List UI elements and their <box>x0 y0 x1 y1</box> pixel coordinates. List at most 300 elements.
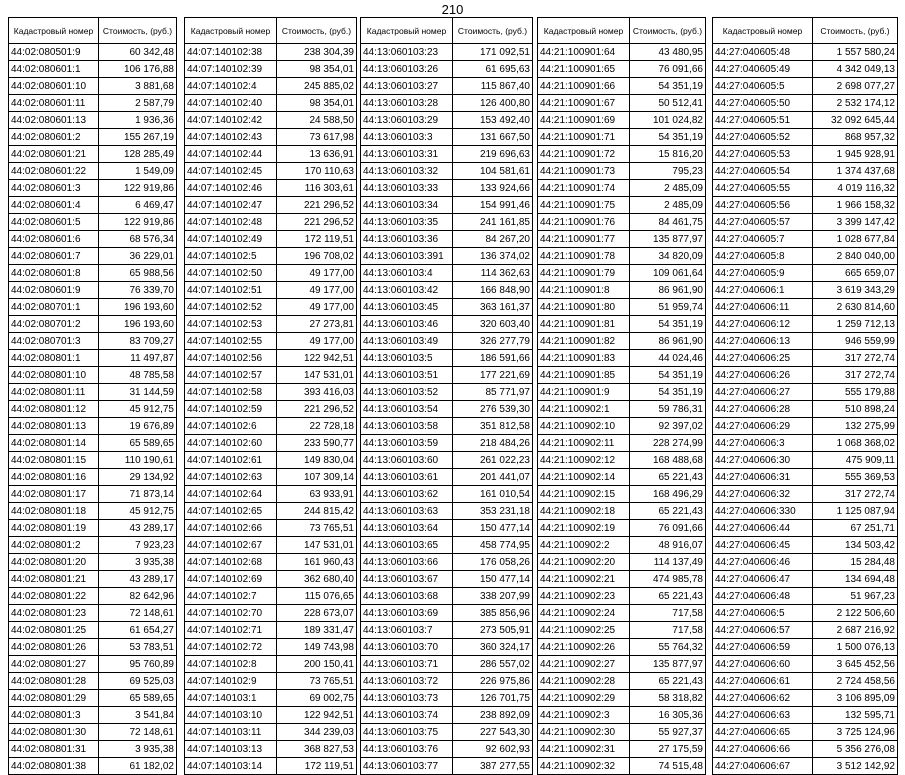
cost-value: 136 374,02 <box>453 248 533 265</box>
cadastral-number: 44:21:100902:25 <box>538 622 630 639</box>
cost-value: 65 221,43 <box>630 469 706 486</box>
cost-value: 317 272,74 <box>813 367 898 384</box>
cadastral-number: 44:21:100901:76 <box>538 214 630 231</box>
cost-value: 261 022,23 <box>453 452 533 469</box>
cost-value: 1 500 076,13 <box>813 639 898 656</box>
cadastral-number: 44:02:080801:10 <box>9 367 99 384</box>
table-row <box>9 44 177 61</box>
cost-value: 115 076,65 <box>277 588 357 605</box>
table-row <box>9 724 177 741</box>
cost-value: 43 289,17 <box>99 520 177 537</box>
table-row <box>538 758 706 775</box>
table-row <box>361 605 533 622</box>
table-row <box>361 741 533 758</box>
cadastral-number: 44:13:060103:49 <box>361 333 453 350</box>
cost-value: 29 134,92 <box>99 469 177 486</box>
cadastral-number: 44:21:100901:71 <box>538 129 630 146</box>
cost-value: 717,58 <box>630 605 706 622</box>
table-row <box>538 129 706 146</box>
cost-value: 368 827,53 <box>277 741 357 758</box>
header-cadastral: Кадастровый номер <box>713 18 813 44</box>
cost-value: 61 182,02 <box>99 758 177 775</box>
cadastral-number: 44:07:140102:67 <box>185 537 277 554</box>
cadastral-number: 44:07:140102:57 <box>185 367 277 384</box>
table-row <box>538 486 706 503</box>
cost-value: 161 010,54 <box>453 486 533 503</box>
table-row <box>538 656 706 673</box>
cost-value: 245 885,02 <box>277 78 357 95</box>
table-row <box>713 520 898 537</box>
cadastral-number: 44:27:040605:48 <box>713 44 813 61</box>
table-row <box>713 707 898 724</box>
cost-value: 67 251,71 <box>813 520 898 537</box>
table-row <box>538 571 706 588</box>
cadastral-number: 44:07:140102:56 <box>185 350 277 367</box>
header-cost: Стоимость, (руб.) <box>630 18 706 44</box>
cadastral-number: 44:02:080801:1 <box>9 350 99 367</box>
cost-value: 221 296,52 <box>277 214 357 231</box>
cost-value: 11 497,87 <box>99 350 177 367</box>
table-row <box>185 486 357 503</box>
table-row <box>713 299 898 316</box>
table-row <box>538 163 706 180</box>
cadastral-number: 44:07:140102:5 <box>185 248 277 265</box>
cost-value: 166 848,90 <box>453 282 533 299</box>
cost-value: 1 549,09 <box>99 163 177 180</box>
table-row <box>185 520 357 537</box>
cost-value: 114 137,49 <box>630 554 706 571</box>
cadastral-number: 44:02:080601:22 <box>9 163 99 180</box>
cadastral-number: 44:13:060103:58 <box>361 418 453 435</box>
table-row <box>9 146 177 163</box>
cost-value: 44 024,46 <box>630 350 706 367</box>
table-row <box>713 418 898 435</box>
cost-value: 83 709,27 <box>99 333 177 350</box>
table-row <box>538 197 706 214</box>
table-row <box>713 163 898 180</box>
cadastral-number: 44:02:080601:13 <box>9 112 99 129</box>
cadastral-number: 44:27:040606:13 <box>713 333 813 350</box>
cost-value: 55 764,32 <box>630 639 706 656</box>
table-row <box>185 690 357 707</box>
table-row <box>538 401 706 418</box>
cost-value: 54 351,19 <box>630 384 706 401</box>
table-row <box>538 673 706 690</box>
table-row <box>9 452 177 469</box>
cost-value: 226 975,86 <box>453 673 533 690</box>
cost-value: 86 961,90 <box>630 282 706 299</box>
cost-value: 114 362,63 <box>453 265 533 282</box>
cost-value: 168 488,68 <box>630 452 706 469</box>
cost-value: 555 179,88 <box>813 384 898 401</box>
cost-value: 238 892,09 <box>453 707 533 724</box>
table-row <box>713 741 898 758</box>
cadastral-number: 44:02:080601:21 <box>9 146 99 163</box>
cadastral-number: 44:27:040606:57 <box>713 622 813 639</box>
cadastral-number: 44:21:100902:24 <box>538 605 630 622</box>
cost-value: 85 771,97 <box>453 384 533 401</box>
cost-value: 74 515,48 <box>630 758 706 775</box>
cadastral-number: 44:27:040606:26 <box>713 367 813 384</box>
cost-value: 946 559,99 <box>813 333 898 350</box>
table-row <box>538 503 706 520</box>
cadastral-number: 44:13:060103:69 <box>361 605 453 622</box>
cost-value: 110 190,61 <box>99 452 177 469</box>
table-row <box>185 333 357 350</box>
cost-value: 1 966 158,32 <box>813 197 898 214</box>
cadastral-number: 44:13:060103:76 <box>361 741 453 758</box>
cadastral-number: 44:13:060103:65 <box>361 537 453 554</box>
table-row <box>538 469 706 486</box>
cadastral-number: 44:02:080601:11 <box>9 95 99 112</box>
cost-value: 4 019 116,32 <box>813 180 898 197</box>
cadastral-number: 44:13:060103:391 <box>361 248 453 265</box>
table-row <box>9 282 177 299</box>
cost-value: 6 469,47 <box>99 197 177 214</box>
cadastral-number: 44:27:040606:1 <box>713 282 813 299</box>
table-row <box>361 656 533 673</box>
cost-value: 72 148,61 <box>99 605 177 622</box>
table-row <box>361 571 533 588</box>
table-row <box>538 282 706 299</box>
cadastral-number: 44:27:040606:5 <box>713 605 813 622</box>
cost-value: 76 091,66 <box>630 61 706 78</box>
header-cadastral: Кадастровый номер <box>9 18 99 44</box>
table-row <box>361 707 533 724</box>
table-row <box>713 214 898 231</box>
cadastral-number: 44:02:080801:11 <box>9 384 99 401</box>
cadastral-number: 44:13:060103:75 <box>361 724 453 741</box>
cost-value: 150 477,14 <box>453 571 533 588</box>
cost-value: 172 119,51 <box>277 231 357 248</box>
cost-value: 84 267,20 <box>453 231 533 248</box>
cost-value: 2 630 814,60 <box>813 299 898 316</box>
table-row <box>185 350 357 367</box>
cost-value: 49 177,00 <box>277 282 357 299</box>
cost-value: 65 589,65 <box>99 690 177 707</box>
cost-value: 3 935,38 <box>99 554 177 571</box>
table-row <box>185 554 357 571</box>
table-row <box>9 197 177 214</box>
cost-value: 49 177,00 <box>277 265 357 282</box>
cadastral-number: 44:02:080601:4 <box>9 197 99 214</box>
header-cadastral: Кадастровый номер <box>361 18 453 44</box>
cadastral-number: 44:07:140102:48 <box>185 214 277 231</box>
table-row <box>538 61 706 78</box>
table-row <box>361 384 533 401</box>
cadastral-number: 44:07:140102:44 <box>185 146 277 163</box>
cadastral-number: 44:02:080801:38 <box>9 758 99 775</box>
table-row <box>9 61 177 78</box>
table-row <box>538 639 706 656</box>
cadastral-number: 44:07:140103:11 <box>185 724 277 741</box>
cadastral-number: 44:13:060103:73 <box>361 690 453 707</box>
table-row <box>361 265 533 282</box>
cadastral-number: 44:02:080601:5 <box>9 214 99 231</box>
cost-value: 1 125 087,94 <box>813 503 898 520</box>
cost-value: 3 106 895,09 <box>813 690 898 707</box>
table-row <box>538 367 706 384</box>
cadastral-number: 44:13:060103:64 <box>361 520 453 537</box>
table-row <box>185 639 357 656</box>
table-row <box>713 656 898 673</box>
cost-value: 155 267,19 <box>99 129 177 146</box>
cost-value: 360 324,17 <box>453 639 533 656</box>
cost-value: 19 676,89 <box>99 418 177 435</box>
cadastral-number: 44:13:060103:71 <box>361 656 453 673</box>
table-row <box>361 197 533 214</box>
cadastral-number: 44:27:040606:11 <box>713 299 813 316</box>
table-row <box>185 384 357 401</box>
table-row <box>538 690 706 707</box>
cadastral-table-5 <box>712 17 898 775</box>
table-row <box>185 112 357 129</box>
cost-value: 317 272,74 <box>813 350 898 367</box>
table-row <box>361 333 533 350</box>
cost-value: 227 543,30 <box>453 724 533 741</box>
cost-value: 36 229,01 <box>99 248 177 265</box>
cadastral-number: 44:13:060103:3 <box>361 129 453 146</box>
cost-value: 150 477,14 <box>453 520 533 537</box>
table-row <box>538 605 706 622</box>
cadastral-number: 44:21:100902:11 <box>538 435 630 452</box>
cost-value: 2 532 174,12 <box>813 95 898 112</box>
cost-value: 65 988,56 <box>99 265 177 282</box>
table-row <box>538 435 706 452</box>
table-row <box>361 503 533 520</box>
cost-value: 133 924,66 <box>453 180 533 197</box>
cadastral-number: 44:21:100901:66 <box>538 78 630 95</box>
cost-value: 92 397,02 <box>630 418 706 435</box>
cost-value: 122 919,86 <box>99 180 177 197</box>
cadastral-number: 44:07:140103:10 <box>185 707 277 724</box>
cost-value: 76 339,70 <box>99 282 177 299</box>
cost-value: 228 274,99 <box>630 435 706 452</box>
cadastral-number: 44:21:100902:31 <box>538 741 630 758</box>
table-row <box>713 588 898 605</box>
cadastral-number: 44:07:140102:70 <box>185 605 277 622</box>
cost-value: 1 259 712,13 <box>813 316 898 333</box>
cost-value: 98 354,01 <box>277 95 357 112</box>
cost-value: 717,58 <box>630 622 706 639</box>
table-row <box>9 78 177 95</box>
cadastral-number: 44:27:040606:29 <box>713 418 813 435</box>
cadastral-number: 44:02:080501:9 <box>9 44 99 61</box>
cadastral-number: 44:02:080801:27 <box>9 656 99 673</box>
table-row <box>713 248 898 265</box>
table-row <box>361 180 533 197</box>
cost-value: 51 967,23 <box>813 588 898 605</box>
cadastral-number: 44:21:100902:28 <box>538 673 630 690</box>
table-row <box>9 333 177 350</box>
table-row <box>185 367 357 384</box>
cost-value: 149 743,98 <box>277 639 357 656</box>
cadastral-number: 44:21:100902:14 <box>538 469 630 486</box>
table-row <box>713 180 898 197</box>
cost-value: 196 193,60 <box>99 299 177 316</box>
cost-value: 2 687 216,92 <box>813 622 898 639</box>
cadastral-number: 44:13:060103:59 <box>361 435 453 452</box>
table-row <box>538 350 706 367</box>
cost-value: 344 239,03 <box>277 724 357 741</box>
table-row <box>713 486 898 503</box>
table-row <box>713 605 898 622</box>
table-row <box>361 214 533 231</box>
cadastral-table-3 <box>360 17 533 775</box>
cadastral-number: 44:07:140102:7 <box>185 588 277 605</box>
table-row <box>9 673 177 690</box>
table-row <box>713 129 898 146</box>
cost-value: 868 957,32 <box>813 129 898 146</box>
table-row <box>361 452 533 469</box>
table-row <box>713 690 898 707</box>
cadastral-number: 44:02:080801:25 <box>9 622 99 639</box>
cadastral-number: 44:02:080801:26 <box>9 639 99 656</box>
cadastral-number: 44:02:080801:18 <box>9 503 99 520</box>
cadastral-number: 44:21:100902:30 <box>538 724 630 741</box>
table-row <box>185 61 357 78</box>
table-row <box>713 367 898 384</box>
cost-value: 15 816,20 <box>630 146 706 163</box>
cost-value: 34 820,09 <box>630 248 706 265</box>
table-row <box>538 537 706 554</box>
table-row <box>361 112 533 129</box>
table-row <box>713 503 898 520</box>
cadastral-number: 44:27:040605:55 <box>713 180 813 197</box>
cost-value: 132 595,71 <box>813 707 898 724</box>
table-row <box>713 333 898 350</box>
cadastral-number: 44:21:100901:65 <box>538 61 630 78</box>
table-row <box>185 656 357 673</box>
table-row <box>538 384 706 401</box>
table-row <box>185 265 357 282</box>
cost-value: 54 351,19 <box>630 78 706 95</box>
table-row <box>538 452 706 469</box>
cadastral-number: 44:02:080801:29 <box>9 690 99 707</box>
cadastral-number: 44:13:060103:72 <box>361 673 453 690</box>
table-row <box>185 452 357 469</box>
table-row <box>9 316 177 333</box>
table-row <box>361 554 533 571</box>
table-row <box>9 129 177 146</box>
cadastral-number: 44:02:080601:10 <box>9 78 99 95</box>
cost-value: 3 881,68 <box>99 78 177 95</box>
cadastral-number: 44:02:080801:15 <box>9 452 99 469</box>
cost-value: 196 193,60 <box>99 316 177 333</box>
cadastral-number: 44:27:040606:61 <box>713 673 813 690</box>
cost-value: 27 273,81 <box>277 316 357 333</box>
cost-value: 3 619 343,29 <box>813 282 898 299</box>
cadastral-number: 44:21:100902:15 <box>538 486 630 503</box>
table-row <box>9 299 177 316</box>
cost-value: 2 840 040,00 <box>813 248 898 265</box>
cost-value: 1 945 928,91 <box>813 146 898 163</box>
cost-value: 95 760,89 <box>99 656 177 673</box>
table-row <box>713 316 898 333</box>
table-row <box>185 95 357 112</box>
table-row <box>185 299 357 316</box>
cost-value: 51 959,74 <box>630 299 706 316</box>
table-row <box>185 214 357 231</box>
cost-value: 109 061,64 <box>630 265 706 282</box>
cadastral-number: 44:02:080801:31 <box>9 741 99 758</box>
cost-value: 54 351,19 <box>630 129 706 146</box>
cadastral-number: 44:13:060103:4 <box>361 265 453 282</box>
cost-value: 116 303,61 <box>277 180 357 197</box>
cost-value: 795,23 <box>630 163 706 180</box>
cost-value: 219 696,63 <box>453 146 533 163</box>
cadastral-number: 44:07:140102:47 <box>185 197 277 214</box>
table-row <box>538 333 706 350</box>
table-row <box>538 418 706 435</box>
cost-value: 176 058,26 <box>453 554 533 571</box>
table-row <box>9 95 177 112</box>
table-row <box>9 588 177 605</box>
cadastral-number: 44:27:040605:49 <box>713 61 813 78</box>
table-row <box>361 61 533 78</box>
cadastral-number: 44:21:100902:32 <box>538 758 630 775</box>
cadastral-number: 44:27:040606:27 <box>713 384 813 401</box>
table-row <box>361 231 533 248</box>
cadastral-number: 44:27:040606:12 <box>713 316 813 333</box>
table-row <box>185 180 357 197</box>
cost-value: 168 496,29 <box>630 486 706 503</box>
table-row <box>361 95 533 112</box>
cadastral-number: 44:21:100901:73 <box>538 163 630 180</box>
table-row <box>9 537 177 554</box>
cost-value: 115 867,40 <box>453 78 533 95</box>
cost-value: 1 068 368,02 <box>813 435 898 452</box>
cadastral-number: 44:21:100902:23 <box>538 588 630 605</box>
cost-value: 16 305,36 <box>630 707 706 724</box>
cadastral-number: 44:13:060103:36 <box>361 231 453 248</box>
cadastral-number: 44:02:080601:3 <box>9 180 99 197</box>
cost-value: 63 933,91 <box>277 486 357 503</box>
table-row <box>185 146 357 163</box>
cost-value: 50 512,41 <box>630 95 706 112</box>
cadastral-number: 44:13:060103:61 <box>361 469 453 486</box>
cadastral-number: 44:07:140102:65 <box>185 503 277 520</box>
cadastral-number: 44:07:140102:60 <box>185 435 277 452</box>
table-row <box>185 605 357 622</box>
cadastral-number: 44:27:040606:62 <box>713 690 813 707</box>
cost-value: 228 673,07 <box>277 605 357 622</box>
cost-value: 221 296,52 <box>277 401 357 418</box>
cost-value: 58 318,82 <box>630 690 706 707</box>
table-row <box>713 231 898 248</box>
cadastral-number: 44:13:060103:5 <box>361 350 453 367</box>
table-row <box>9 231 177 248</box>
cadastral-number: 44:02:080801:30 <box>9 724 99 741</box>
header-cadastral: Кадастровый номер <box>185 18 277 44</box>
cost-value: 65 589,65 <box>99 435 177 452</box>
cadastral-number: 44:13:060103:33 <box>361 180 453 197</box>
cadastral-number: 44:13:060103:42 <box>361 282 453 299</box>
table-row <box>185 44 357 61</box>
cadastral-number: 44:07:140102:8 <box>185 656 277 673</box>
cadastral-number: 44:27:040605:57 <box>713 214 813 231</box>
cost-value: 186 591,66 <box>453 350 533 367</box>
table-row <box>185 503 357 520</box>
cadastral-number: 44:27:040605:54 <box>713 163 813 180</box>
cost-value: 22 728,18 <box>277 418 357 435</box>
cadastral-number: 44:13:060103:68 <box>361 588 453 605</box>
cadastral-number: 44:07:140102:63 <box>185 469 277 486</box>
table-row <box>185 571 357 588</box>
cost-value: 131 667,50 <box>453 129 533 146</box>
table-row <box>361 469 533 486</box>
cadastral-number: 44:13:060103:77 <box>361 758 453 775</box>
